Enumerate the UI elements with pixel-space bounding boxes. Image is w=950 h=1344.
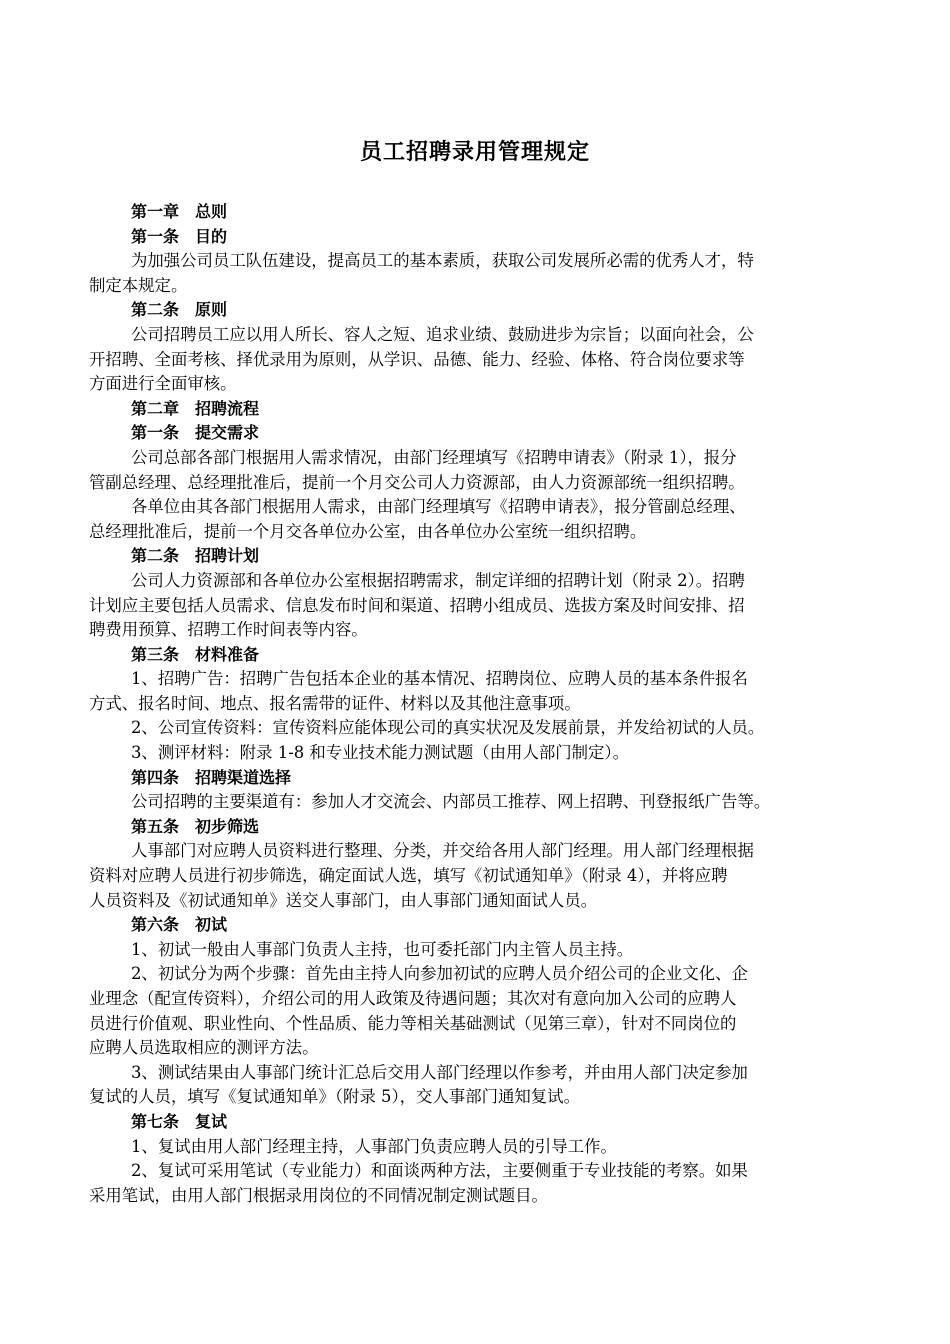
paragraph-line: 1、招聘广告：招聘广告包括本企业的基本情况、招聘岗位、应聘人员的基本条件报名 [131, 669, 748, 689]
section-heading: 第二条 招聘计划 [131, 546, 260, 566]
paragraph-line: 3、测试结果由人事部门统计汇总后交用人部门经理以作参考，并由用人部门决定参加 [131, 1062, 748, 1082]
paragraph-line: 人员资料及《初试通知单》送交人事部门，由人事部门通知面试人员。 [89, 890, 598, 910]
paragraph-line: 聘费用预算、招聘工作时间表等内容。 [89, 620, 368, 640]
paragraph-line: 开招聘、全面考核、择优录用为原则，从学识、品德、能力、经验、体格、符合岗位要求等 [89, 349, 745, 369]
section-heading: 第五条 初步筛选 [131, 816, 260, 836]
paragraph-line: 制定本规定。 [89, 275, 188, 295]
paragraph-line: 资料对应聘人员进行初步筛选，确定面试人选，填写《初试通知单》（附录 4），并将应聘 [89, 866, 728, 886]
paragraph-line: 公司招聘的主要渠道有：参加人才交流会、内部员工推荐、网上招聘、刊登报纸广告等。 [131, 792, 771, 812]
paragraph-line: 公司人力资源部和各单位办公室根据招聘需求，制定详细的招聘计划（附录 2）。招聘 [131, 570, 745, 590]
section-heading: 第三条 材料准备 [131, 644, 260, 664]
paragraph-line: 2、初试分为两个步骤：首先由主持人向参加初试的应聘人员介绍公司的企业文化、企 [131, 964, 748, 984]
paragraph-line: 业理念（配宣传资料），介绍公司的用人政策及待遇问题；其次对有意向加入公司的应聘人 [89, 989, 737, 1008]
paragraph-line: 复试的人员，填写《复试通知单》（附录 5），交人事部门通知复试。 [89, 1087, 580, 1107]
paragraph-line: 人事部门对应聘人员资料进行整理、分类，并交给各用人部门经理。用人部门经理根据 [131, 841, 754, 861]
document-title: 员工招聘录用管理规定 [359, 140, 590, 165]
paragraph-line: 为加强公司员工队伍建设，提高员工的基本素质，获取公司发展所必需的优秀人才，特 [131, 251, 754, 271]
paragraph-line: 方式、报名时间、地点、报名需带的证件、材料以及其他注意事项。 [89, 693, 581, 713]
paragraph-line: 采用笔试，由用人部门根据录用岗位的不同情况制定测试题目。 [89, 1185, 548, 1205]
paragraph-line: 3、测评材料：附录 1-8 和专业技术能力测试题（由用人部门制定）。 [131, 743, 629, 763]
paragraph-line: 方面进行全面审核。 [89, 374, 237, 394]
paragraph-line: 1、初试一般由人事部门负责人主持，也可委托部门内主管人员主持。 [131, 939, 634, 959]
section-heading: 第二条 原则 [131, 300, 228, 320]
paragraph-line: 1、复试由用人部门经理主持，人事部门负责应聘人员的引导工作。 [131, 1136, 617, 1156]
paragraph-line: 公司总部各部门根据用人需求情况，由部门经理填写《招聘申请表》（附录 1），报分 [131, 447, 737, 467]
paragraph-line: 应聘人员选取相应的测评方法。 [89, 1038, 319, 1058]
paragraph-line: 管副总经理、总经理批准后，提前一个月交公司人力资源部，由人力资源部统一组织招聘。 [89, 472, 745, 492]
paragraph-line: 公司招聘员工应以用人所长、容人之短、追求业绩、鼓励进步为宗旨；以面向社会，公 [131, 324, 754, 344]
section-heading: 第七条 复试 [131, 1111, 228, 1131]
paragraph-line: 2、复试可采用笔试（专业能力）和面谈两种方法，主要侧重于专业技能的考察。如果 [131, 1161, 748, 1181]
section-heading: 第六条 初试 [131, 915, 228, 935]
section-heading: 第一条 目的 [131, 226, 228, 246]
section-heading: 第一条 提交需求 [131, 423, 260, 443]
section-heading: 第二章 招聘流程 [131, 398, 260, 418]
paragraph-line: 员进行价值观、职业性向、个性品质、能力等相关基础测试（见第三章），针对不同岗位的 [89, 1013, 737, 1033]
section-heading: 第一章 总则 [131, 202, 228, 221]
paragraph-line: 各单位由其各部门根据用人需求，由部门经理填写《招聘申请表》，报分管副总经理、 [131, 497, 746, 517]
paragraph-line: 2、公司宣传资料：宣传资料应能体现公司的真实状况及发展前景，并发给初试的人员。 [131, 718, 765, 738]
paragraph-line: 总经理批准后，提前一个月交各单位办公室，由各单位办公室统一组织招聘。 [89, 521, 647, 541]
section-heading: 第四条 招聘渠道选择 [131, 767, 292, 787]
paragraph-line: 计划应主要包括人员需求、信息发布时间和渠道、招聘小组成员、选拔方案及时间安排、招 [89, 595, 745, 615]
document-body [89, 200, 879, 1208]
